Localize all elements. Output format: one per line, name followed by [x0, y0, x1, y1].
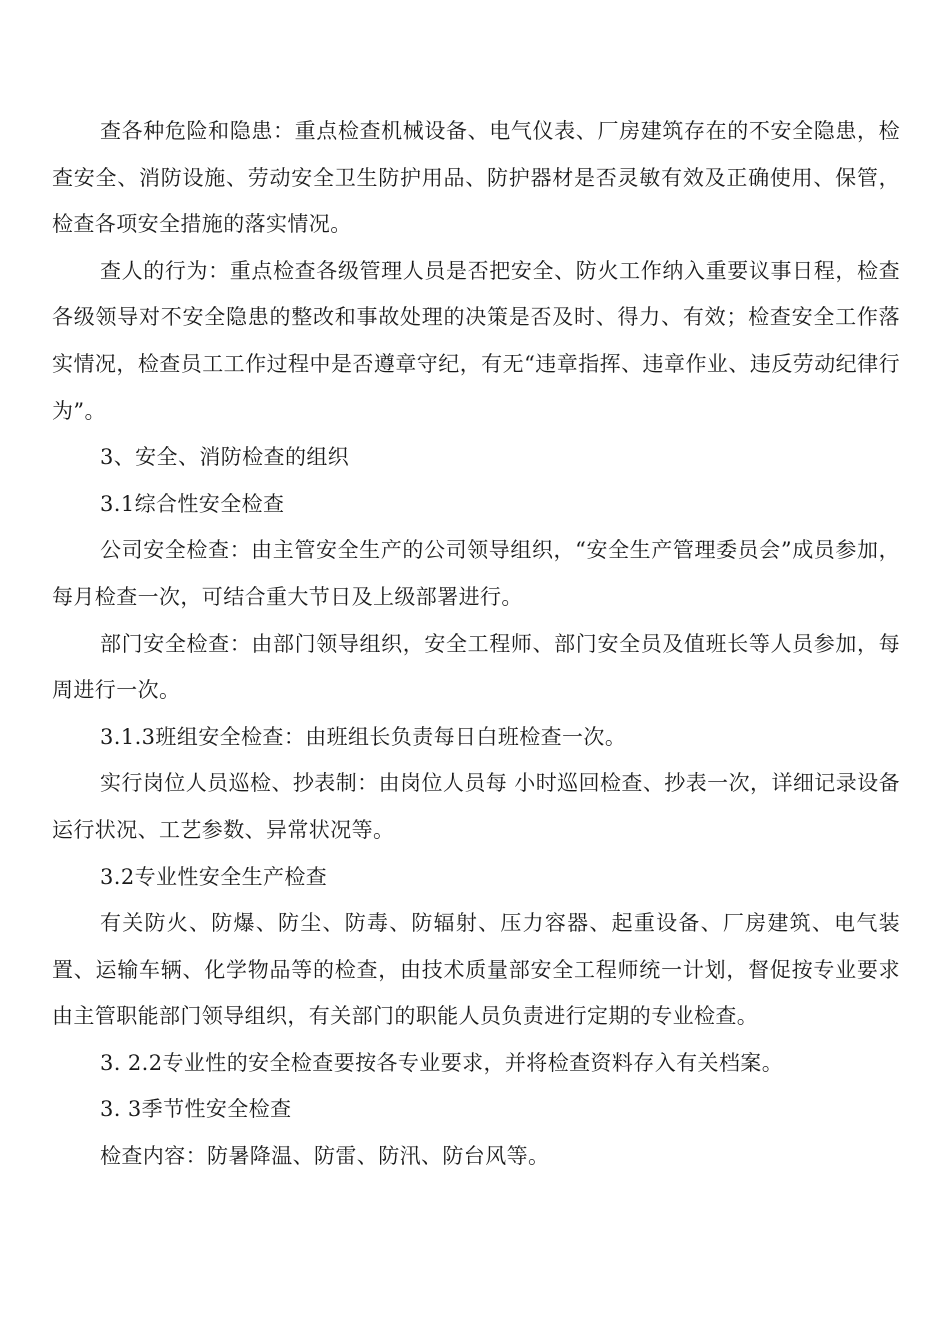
- paragraph-professional-items: 有关防火、防爆、防尘、防毒、防辐射、压力容器、起重设备、厂房建筑、电气装置、运输车辆、化学物品等的检查，由技术质量部安全工程师统一计划，督促按专业要求由主管职能部门领导组织，有关部门的职能人员负责进行定期的专业检查。: [52, 911, 900, 1029]
- paragraph-team-check: 3.1.3班组安全检查：由班组长负责每日白班检查一次。: [100, 724, 627, 749]
- subsection-heading-comprehensive: 3.1综合性安全检查: [100, 491, 285, 516]
- paragraph-hazard-check: 查各种危险和隐患：重点检查机械设备、电气仪表、厂房建筑存在的不安全隐患，检查安全、消防设施、劳动安全卫生防护用品、防护器材是否灵敏有效及正确使用、保管，检查各项安全措施的落实情况。: [52, 119, 900, 237]
- paragraph-seasonal-content: 检查内容：防暑降温、防雷、防汛、防台风等。: [100, 1144, 550, 1169]
- subsection-heading-seasonal: 3. 3季节性安全检查: [100, 1097, 292, 1122]
- paragraph-company-check: 公司安全检查：由主管安全生产的公司领导组织，“安全生产管理委员会”成员参加，每月检查一次，可结合重大节日及上级部署进行。: [52, 538, 900, 609]
- paragraph-department-check: 部门安全检查：由部门领导组织，安全工程师、部门安全员及值班长等人员参加，每周进行一次。: [52, 631, 900, 703]
- document-body: [52, 108, 900, 1180]
- section-heading-organization: 3、安全、消防检查的组织: [100, 445, 350, 470]
- paragraph-behavior-check: 查人的行为：重点检查各级管理人员是否把安全、防火工作纳入重要议事日程，检查各级领导对不安全隐患的整改和事故处理的决策是否及时、得力、有效；检查安全工作落实情况，检查员工工作过程中是否遵章守纪，有无“违章指挥、违章作业、违反劳动纪律行为”。: [52, 258, 900, 423]
- paragraph-post-patrol: 实行岗位人员巡检、抄表制：由岗位人员每 小时巡回检查、抄表一次，详细记录设备运行状况、工艺参数、异常状况等。: [52, 771, 900, 842]
- paragraph-professional-archive: 3. 2.2专业性的安全检查要按各专业要求，并将检查资料存入有关档案。: [100, 1050, 784, 1075]
- subsection-heading-professional: 3.2专业性安全生产检查: [100, 864, 328, 889]
